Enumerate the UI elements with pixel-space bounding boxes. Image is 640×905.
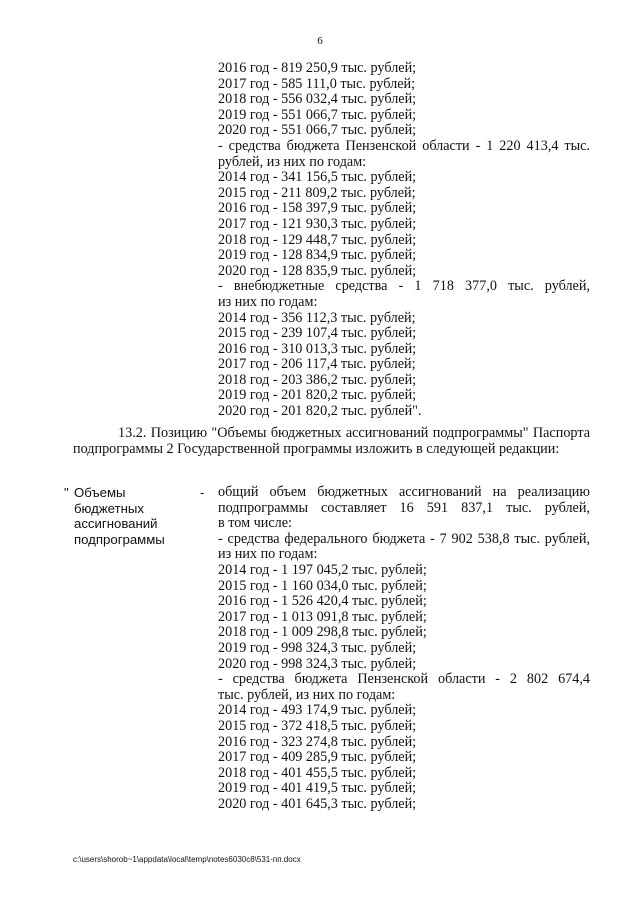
year-line: 2018 год - 203 386,2 тыс. рублей; — [218, 371, 417, 388]
year-line: 2019 год - 401 419,5 тыс. рублей; — [218, 780, 417, 797]
year-line: 2014 год - 493 174,9 тыс. рублей; — [218, 702, 417, 719]
year-line: 2015 год - 239 107,4 тыс. рублей; — [218, 325, 417, 342]
regional-budget-subheading: рублей, из них по годам: — [218, 153, 367, 170]
year-line: 2019 год - 201 820,2 тыс. рублей; — [218, 387, 417, 404]
section-13-2-paragraph: 13.2. Позицию "Объемы бюджетных ассигнований подпрограммы" Паспорта подпрограммы 2 Государственной программы изложить в следующей редакции: — [73, 425, 590, 457]
file-path-footer: c:\users\shorob~1\appdata\local\temp\notes6030c8\531-пп.docx — [73, 855, 301, 864]
year-line: 2017 год - 206 117,4 тыс. рублей; — [218, 356, 416, 373]
position-value — [218, 485, 590, 812]
year-line: 2020 год - 128 835,9 тыс. рублей; — [218, 262, 417, 279]
year-line: 2016 год - 158 397,9 тыс. рублей; — [218, 200, 417, 217]
year-line: 2018 год - 129 448,7 тыс. рублей; — [218, 231, 417, 248]
year-line: 2020 год - 998 324,3 тыс. рублей; — [218, 655, 417, 672]
year-line: 2020 год - 401 645,3 тыс. рублей; — [218, 795, 417, 812]
year-line: 2015 год - 211 809,2 тыс. рублей; — [218, 184, 416, 201]
year-line: 2020 год - 201 820,2 тыс. рублей". — [218, 403, 422, 420]
year-line: 2015 год - 1 160 034,0 тыс. рублей; — [218, 577, 427, 594]
year-line: 2014 год - 341 156,5 тыс. рублей; — [218, 169, 417, 186]
label-line: бюджетных — [74, 500, 144, 516]
year-line: 2016 год - 310 013,3 тыс. рублей; — [218, 340, 417, 357]
year-line: 2014 год - 1 197 045,2 тыс. рублей; — [218, 561, 427, 578]
label-line: Объемы — [74, 485, 126, 500]
separator-dash: - — [200, 485, 205, 500]
regional-budget-subheading: тыс. рублей, из них по годам: — [218, 686, 396, 703]
year-line: 2017 год - 409 285,9 тыс. рублей; — [218, 749, 417, 766]
year-line: 2018 год - 1 009 298,8 тыс. рублей; — [218, 624, 427, 641]
year-line: 2018 год - 401 455,5 тыс. рублей; — [218, 764, 417, 781]
year-line: 2014 год - 356 112,3 тыс. рублей; — [218, 309, 416, 326]
year-line: 2016 год - 819 250,9 тыс. рублей; — [218, 60, 417, 76]
year-line: 2015 год - 372 418,5 тыс. рублей; — [218, 717, 417, 734]
year-line: 2016 год - 323 274,8 тыс. рублей; — [218, 733, 417, 750]
federal-budget-total: - средства федерального бюджета - 7 902 538,8 тыс. рублей, — [218, 530, 590, 547]
extrabudget-subheading: из них по годам: — [218, 293, 318, 310]
position-label — [64, 485, 204, 547]
year-line: 2016 год - 1 526 420,4 тыс. рублей; — [218, 593, 427, 610]
extrabudget-total: - внебюджетные средства - 1 718 377,0 тыс. рублей, — [218, 278, 590, 295]
year-line: 2019 год - 128 834,9 тыс. рублей; — [218, 247, 417, 264]
regional-budget-total: - средства бюджета Пензенской области - 1 220 413,4 тыс. — [218, 137, 590, 154]
year-line: 2017 год - 585 111,0 тыс. рублей; — [218, 75, 416, 92]
year-line: 2018 год - 556 032,4 тыс. рублей; — [218, 91, 417, 108]
year-line: 2019 год - 551 066,7 тыс. рублей; — [218, 106, 417, 123]
year-line: 2017 год - 1 013 091,8 тыс. рублей; — [218, 608, 427, 625]
regional-budget-total: - средства бюджета Пензенской области - 2 802 674,4 — [218, 671, 590, 688]
year-line: 2019 год - 998 324,3 тыс. рублей; — [218, 639, 417, 656]
opening-quote: " — [64, 485, 69, 500]
federal-budget-subheading: из них по годам: — [218, 546, 318, 563]
page-number: 6 — [317, 35, 323, 47]
year-line: 2020 год - 551 066,7 тыс. рублей; — [218, 122, 417, 139]
label-line: ассигнований — [74, 516, 158, 532]
label-line: подпрограммы — [74, 531, 165, 547]
total-funding-line: в том числе: — [218, 515, 292, 532]
year-line: 2017 год - 121 930,3 тыс. рублей; — [218, 215, 417, 232]
total-funding-line: общий объем бюджетных ассигнований на реализацию — [218, 484, 590, 500]
total-funding-line: подпрограммы составляет 16 591 837,1 тыс. рублей, — [218, 499, 590, 516]
continued-funding-block — [218, 61, 590, 420]
